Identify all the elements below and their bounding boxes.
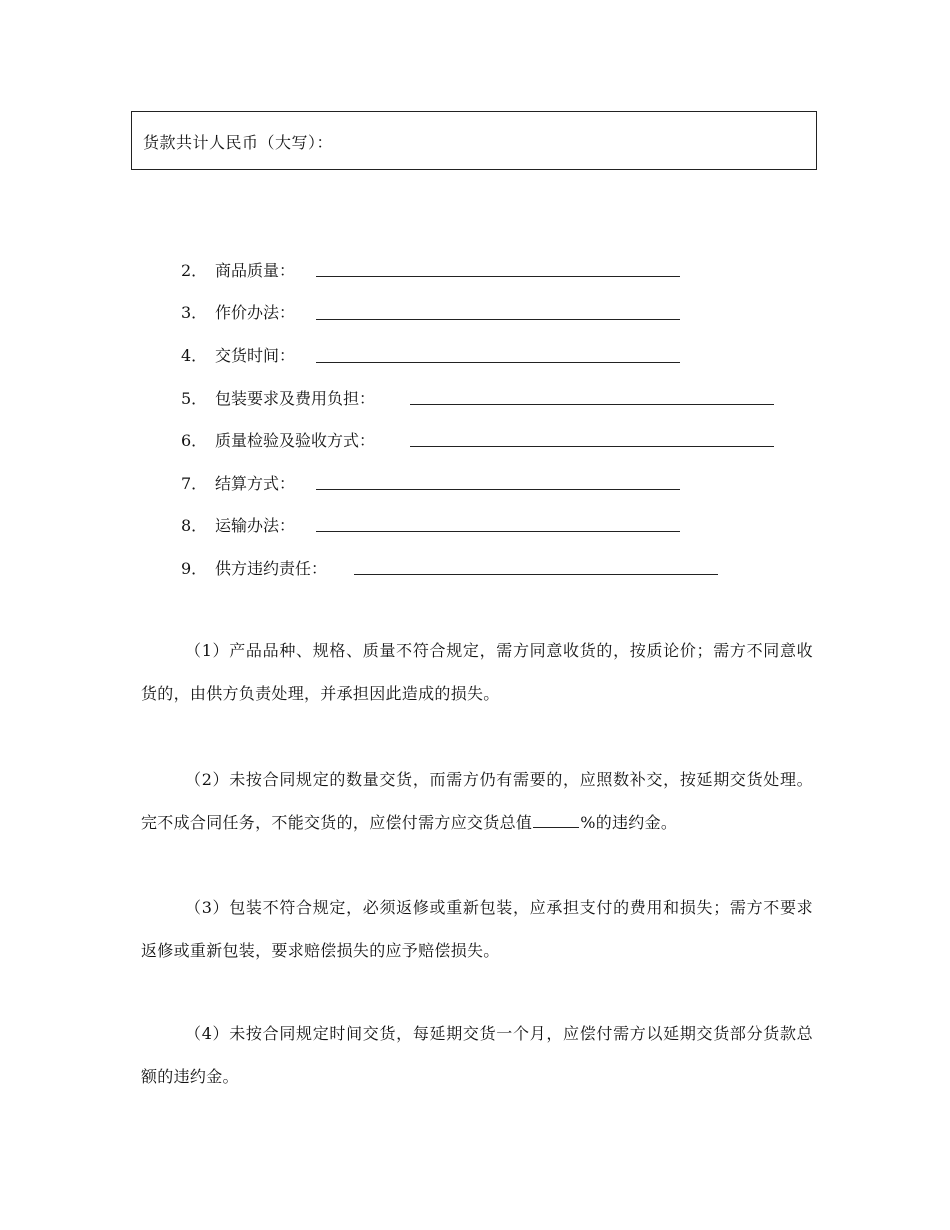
item-label: 质量检验及验收方式： [215, 431, 376, 450]
transport-blank-line[interactable] [316, 531, 680, 532]
item-pricing [181, 299, 295, 323]
packaging-blank-line[interactable] [410, 404, 774, 405]
clause-paragraph-2-text: （2）未按合同规定的数量交货，而需方仍有需要的，应照数补交，按延期交货处理。完不成合同任务，不能交货的，应偿付需方应交货总值 [141, 770, 813, 832]
inspection-blank-line[interactable] [410, 446, 774, 447]
item-inspection [181, 427, 375, 451]
quality-blank-line[interactable] [316, 276, 680, 277]
item-label: 供方违约责任： [215, 559, 328, 578]
item-number: 5． [181, 389, 208, 408]
item-supplier-liability [181, 555, 327, 579]
item-number: 6． [181, 431, 208, 450]
item-label: 作价办法： [215, 303, 296, 322]
item-quality [181, 257, 295, 281]
clause-paragraph-4: （4）未按合同规定时间交货，每延期交货一个月，应偿付需方以延期交货部分货款总额的违约金。 [141, 1024, 813, 1086]
item-number: 7． [181, 474, 208, 493]
delivery-time-blank-line[interactable] [316, 362, 680, 363]
item-label: 商品质量： [215, 261, 296, 280]
item-label: 结算方式： [215, 474, 296, 493]
penalty-percent-blank[interactable] [533, 813, 579, 828]
item-number: 4． [181, 346, 208, 365]
item-number: 8． [181, 516, 208, 535]
settlement-blank-line[interactable] [316, 489, 680, 490]
clause-paragraph-2-suffix: %的违约金。 [580, 813, 678, 832]
item-settlement [181, 470, 295, 494]
item-label: 交货时间： [215, 346, 296, 365]
total-amount-box [131, 111, 817, 170]
pricing-blank-line[interactable] [316, 319, 680, 320]
clause-paragraph-1: （1）产品品种、规格、质量不符合规定，需方同意收货的，按质论价；需方不同意收货的，由供方负责处理，并承担因此造成的损失。 [141, 641, 813, 703]
item-number: 2． [181, 261, 208, 280]
item-delivery-time [181, 342, 295, 366]
clause-paragraph-2 [141, 758, 813, 844]
supplier-liability-blank-line[interactable] [354, 574, 718, 575]
item-number: 9． [181, 559, 208, 578]
clause-paragraph-3: （3）包装不符合规定，必须返修或重新包装，应承担支付的费用和损失；需方不要求返修或重新包装，要求赔偿损失的应予赔偿损失。 [141, 898, 813, 960]
item-packaging [181, 385, 375, 409]
item-number: 3． [181, 303, 208, 322]
item-label: 运输办法： [215, 516, 296, 535]
item-transport [181, 512, 295, 536]
item-label: 包装要求及费用负担： [215, 389, 376, 408]
total-amount-label: 货款共计人民币（大写）： [143, 133, 334, 152]
